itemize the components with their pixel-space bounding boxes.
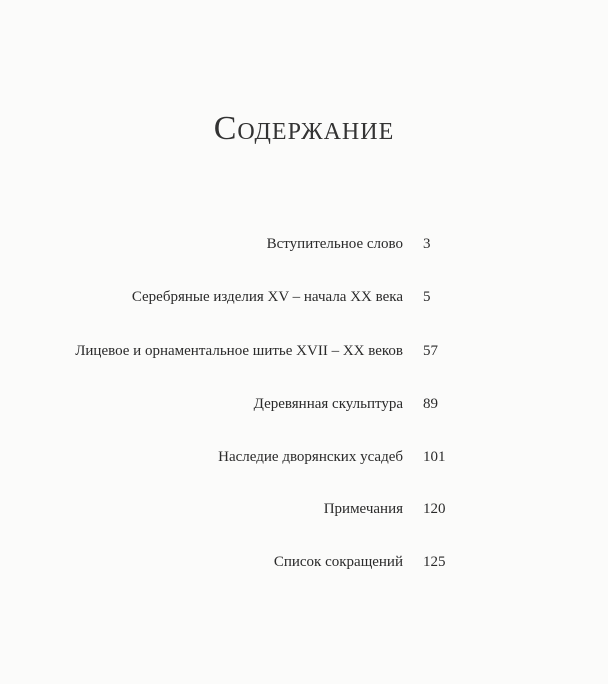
toc-entry-title: Серебряные изделия XV – начала XX века xyxy=(131,289,403,305)
toc-entry xyxy=(0,548,608,576)
toc-entry-title: Список сокращений xyxy=(273,554,403,570)
toc-entry-page: 57 xyxy=(423,343,438,359)
toc-entry-page: 125 xyxy=(423,554,446,570)
toc-entry-page: 101 xyxy=(423,449,446,465)
toc-entry-title: Примечания xyxy=(323,501,403,517)
toc-entry-title: Вступительное слово xyxy=(266,236,403,252)
toc-entry xyxy=(0,337,608,365)
toc-entry xyxy=(0,495,608,523)
toc-entry-title: Лицевое и орнаментальное шитье XVII – XX веков xyxy=(75,343,403,359)
toc-entry-page: 5 xyxy=(423,289,431,305)
toc-entry xyxy=(0,283,608,311)
toc-entry xyxy=(0,390,608,418)
toc-entry xyxy=(0,230,608,258)
toc-entry-title: Деревянная скульптура xyxy=(253,396,403,412)
toc-entry-title: Наследие дворянских усадеб xyxy=(218,449,403,465)
toc-entry-page: 120 xyxy=(423,501,446,517)
toc-entry-page: 3 xyxy=(423,236,431,252)
toc-entry-page: 89 xyxy=(423,396,438,412)
page-title: Содержание xyxy=(213,110,395,147)
toc-entry xyxy=(0,443,608,471)
